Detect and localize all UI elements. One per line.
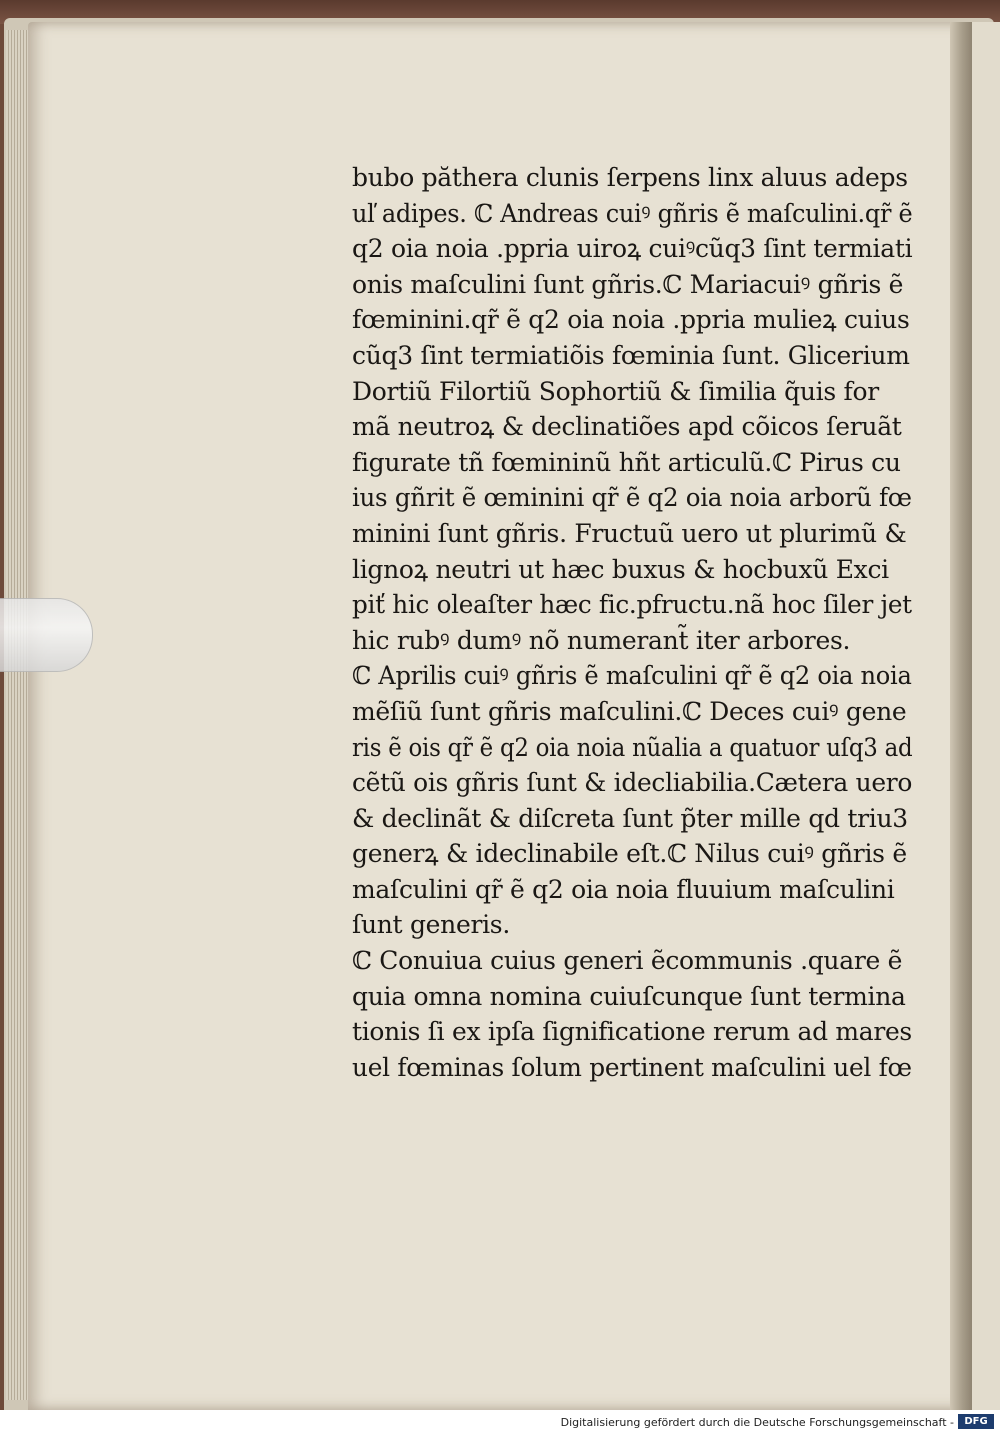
text-block — [352, 160, 912, 1085]
page-clip — [0, 598, 93, 672]
text-line: cẽtũ ois gñris ſunt & idecliabilia.Cætera uero — [352, 768, 913, 798]
dfg-logo: DFG — [958, 1414, 994, 1429]
text-line: mẽſiũ ſunt gñris maſculini.ℂ Deces cuiꝰ gene — [352, 696, 907, 726]
text-line: & declinãt & diſcreta ſunt p̃ter mille qd triu3 — [352, 803, 908, 833]
text-line: ris ẽ ois qr̃ ẽ q2 oia noia nũalia a quatuor uſq3 ad — [352, 732, 913, 762]
text-line: bubo păthera clunis ſerpens linx aluus adeps — [352, 163, 908, 192]
text-line: ℂ Conuiua cuius generi ẽcommunis .quare ẽ — [352, 946, 903, 976]
text-line: generꝝ & ideclinabile eſt.ℂ Nilus cuiꝰ gñris ẽ — [352, 839, 907, 869]
text-line: onis maſculini ſunt gñris.ℂ Mariacuiꝰ gñris ẽ — [352, 269, 904, 299]
text-line: maſculini qr̃ ẽ q2 oia noia fluuium maſculini — [352, 874, 895, 904]
text-line: ius gñrit ẽ œminini qr̃ ẽ q2 oia noia arborũ fœ — [352, 483, 912, 513]
text-line: ℂ Aprilis cuiꝰ gñris ẽ maſculini qr̃ ẽ q2 oia noia — [352, 661, 912, 691]
text-line: hic rubꝰ dumꝰ nõ numerant̃ iter arbores. — [352, 625, 851, 655]
text-line: tionis ſi ex ipſa ſignificatione rerum ad mares — [352, 1017, 912, 1047]
text-line: Dortiũ Filortiũ Sophortiũ & ſimilia q̃uis for — [352, 376, 879, 406]
text-line: uel fœminas ſolum pertinent maſculini uel fœ — [352, 1052, 912, 1082]
text-line: piť hic oleaſter hæc fic.pfructu.nã hoc ſiler jet — [352, 590, 912, 620]
book-gutter — [950, 22, 974, 1410]
text-line: fœminini.qr̃ ẽ q2 oia noia .ppria mulieꝝ cuius — [352, 305, 910, 335]
text-line: q2 oia noia .ppria uiroꝝ cuiꝰcũq3 ſint termiati — [352, 234, 913, 264]
text-line: lignoꝝ neutri ut hæc buxus & hocbuxũ Exci — [352, 554, 889, 584]
digitization-credit: Digitalisierung gefördert durch die Deutsche Forschungsgemeinschaft - — [560, 1416, 954, 1429]
text-line: cũq3 ſint termiatiõis fœminia ſunt. Glicerium — [352, 340, 910, 370]
text-line: ſunt generis. — [352, 910, 510, 940]
text-line: figurate tñ fœmininũ hñt articulũ.ℂ Pirus cu — [352, 447, 901, 477]
text-line: uľ adipes. ℂ Andreas cuiꝰ gñris ẽ maſculini.qr̃ ẽ — [352, 198, 913, 228]
text-line: quia omna nomina cuiuſcunque ſunt termina — [352, 981, 906, 1011]
text-line: mã neutroꝝ & declinatiões apd cõicos ſeruãt — [352, 412, 902, 442]
text-line: minini ſunt gñris. Fructuũ uero ut plurimũ & — [352, 518, 907, 548]
facing-page-edge — [972, 22, 1000, 1410]
page-edges — [6, 30, 28, 1400]
